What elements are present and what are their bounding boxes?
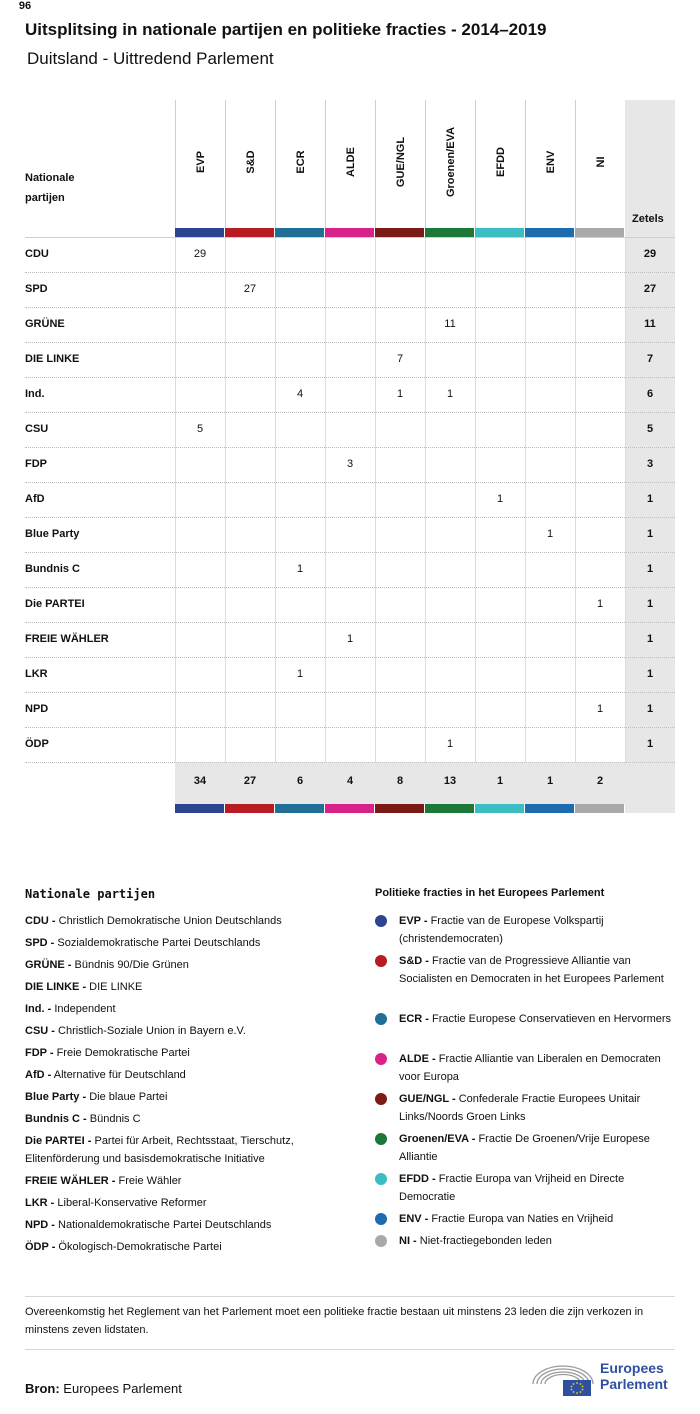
- party-fullname: Bündnis C: [86, 1113, 141, 1125]
- hemicycle-icon: [530, 1358, 596, 1396]
- party-legend-item: [25, 1194, 355, 1212]
- group-total: 4: [346, 775, 354, 787]
- party-fullname: Christlich-Soziale Union in Bayern e.V.: [54, 1025, 246, 1037]
- group-total: 1: [546, 775, 554, 787]
- row-divider: [25, 447, 675, 448]
- group-fullname: Fractie Europa van Vrijheid en Directe Democratie: [399, 1173, 625, 1203]
- group-abbr: S&D -: [399, 955, 429, 967]
- parties-column-header: [25, 168, 85, 208]
- group-total: 6: [296, 775, 304, 787]
- parties-column-header-text: Nationale partijen: [25, 172, 75, 204]
- group-column-header: [275, 100, 325, 228]
- seat-value: 29: [193, 248, 207, 260]
- row-divider: [25, 482, 675, 483]
- party-fullname: Freie Wähler: [115, 1175, 182, 1187]
- seat-total: 1: [646, 493, 654, 505]
- group-abbr: NI -: [399, 1235, 417, 1247]
- seat-total: 1: [646, 738, 654, 750]
- group-column-header: [425, 100, 475, 228]
- group-color-bar: [575, 804, 624, 813]
- group-color-dot: [375, 1013, 387, 1025]
- row-divider: [25, 762, 675, 763]
- group-fullname: Fractie Alliantie van Liberalen en Democraten voor Europa: [399, 1053, 661, 1083]
- party-fullname: Liberal-Konservative Reformer: [54, 1197, 207, 1209]
- grand-total: 96: [18, 0, 32, 12]
- group-color-dot: [375, 1213, 387, 1225]
- party-legend-item: [25, 1172, 355, 1190]
- seat-total: 1: [646, 598, 654, 610]
- seat-total: 1: [646, 528, 654, 540]
- group-legend-item: [399, 912, 674, 948]
- group-abbr: Groenen/EVA -: [399, 1133, 476, 1145]
- seat-value: 1: [396, 388, 404, 400]
- party-fullname: Nationaldemokratische Partei Deutschlands: [54, 1219, 272, 1231]
- seat-value: 1: [296, 668, 304, 680]
- group-color-bar: [225, 804, 274, 813]
- group-label: EVP: [194, 150, 207, 174]
- party-abbr: FREIE WÄHLER -: [25, 1175, 116, 1187]
- group-legend-item: [399, 1050, 674, 1086]
- group-fullname: Fractie Europese Conservatieven en Hervormers: [428, 1013, 672, 1025]
- seat-total: 29: [643, 248, 657, 260]
- party-legend-item: [25, 1000, 355, 1018]
- footnote: Overeenkomstig het Reglement van het Parlement moet een politieke fractie bestaan uit minstens 23 leden die zijn verkozen in minstens zeven lidstaten.: [25, 1306, 644, 1336]
- group-color-dot: [375, 1173, 387, 1185]
- party-legend-item: [25, 1044, 355, 1062]
- party-abbr: LKR -: [25, 1197, 55, 1209]
- seat-value: 1: [296, 563, 304, 575]
- party-legend-item: [25, 1132, 355, 1168]
- party-legend-item: [25, 1088, 355, 1106]
- row-divider: [25, 587, 675, 588]
- row-divider: [25, 552, 675, 553]
- column-divider: [525, 237, 526, 762]
- row-divider: [25, 272, 675, 273]
- party-fullname: Partei für Arbeit, Rechtsstaat, Tierschutz, Elitenförderung und basisdemokratische Initiative: [25, 1135, 294, 1165]
- party-fullname: Christlich Demokratische Union Deutschlands: [55, 915, 282, 927]
- logo-line: Europees: [600, 1360, 664, 1376]
- seat-total: 5: [646, 423, 654, 435]
- page-title: Uitsplitsing in nationale partijen en politieke fracties - 2014–2019: [25, 20, 547, 39]
- group-label: ECR: [294, 150, 307, 174]
- group-fullname: Fractie van de Progressieve Alliantie van Socialisten en Democraten in het Europees Parlement: [399, 955, 664, 985]
- group-color-dot: [375, 1235, 387, 1247]
- group-abbr: EFDD -: [399, 1173, 436, 1185]
- group-abbr: ENV -: [399, 1213, 429, 1225]
- party-name: Bundnis C: [25, 563, 80, 575]
- row-divider: [25, 412, 675, 413]
- party-abbr: Bundnis C -: [25, 1113, 87, 1125]
- party-legend-item: [25, 1110, 355, 1128]
- party-fullname: Freie Demokratische Partei: [53, 1047, 190, 1059]
- group-color-bar: [425, 228, 474, 237]
- party-name: ÖDP: [25, 738, 49, 750]
- group-color-bar: [175, 228, 224, 237]
- party-fullname: Alternative für Deutschland: [51, 1069, 186, 1081]
- column-divider: [175, 237, 176, 762]
- group-color-bar: [175, 804, 224, 813]
- seat-value: 1: [346, 633, 354, 645]
- party-fullname: Sozialdemokratische Partei Deutschlands: [54, 937, 261, 949]
- source: [25, 1381, 182, 1396]
- seat-total: 1: [646, 633, 654, 645]
- seat-value: 1: [446, 388, 454, 400]
- party-abbr: Die PARTEI -: [25, 1135, 92, 1147]
- group-legend-item: [399, 952, 674, 988]
- group-color-bar: [475, 804, 524, 813]
- party-name: DIE LINKE: [25, 353, 80, 365]
- group-legend-item: [399, 1090, 674, 1126]
- group-fullname: Fractie De Groenen/Vrije Europese Alliantie: [399, 1133, 650, 1163]
- seat-value: 5: [196, 423, 204, 435]
- party-abbr: AfD -: [25, 1069, 52, 1081]
- row-divider: [25, 237, 675, 238]
- group-label: GUE/NGL: [394, 136, 407, 188]
- seat-value: 1: [496, 493, 504, 505]
- party-name: AfD: [25, 493, 45, 505]
- group-color-bar: [325, 804, 374, 813]
- party-name: CDU: [25, 248, 49, 260]
- column-divider: [425, 237, 426, 762]
- seat-value: 27: [243, 283, 257, 295]
- divider: [25, 1349, 675, 1350]
- seat-value: 1: [596, 598, 604, 610]
- group-fullname: Fractie van de Europese Volkspartij (christendemocraten): [399, 915, 604, 945]
- group-fullname: Confederale Fractie Europees Unitair Links/Noords Groen Links: [399, 1093, 641, 1123]
- group-color-bar: [325, 228, 374, 237]
- group-color-bar: [575, 228, 624, 237]
- group-color-bar: [275, 228, 324, 237]
- group-color-dot: [375, 1093, 387, 1105]
- group-label: ALDE: [344, 147, 357, 177]
- party-abbr: SPD -: [25, 937, 55, 949]
- seat-total: 3: [646, 458, 654, 470]
- party-legend-title: Nationale partijen: [25, 887, 156, 901]
- group-abbr: ECR -: [399, 1013, 429, 1025]
- party-abbr: CDU -: [25, 915, 56, 927]
- group-column-header: [225, 100, 275, 228]
- source-value: Europees Parlement: [63, 1381, 182, 1396]
- seat-value: 1: [546, 528, 554, 540]
- party-fullname: Independent: [51, 1003, 116, 1015]
- group-fullname: Niet-fractiegebonden leden: [416, 1235, 552, 1247]
- group-column-header: [375, 100, 425, 228]
- seat-value: 3: [346, 458, 354, 470]
- group-label: Groenen/EVA: [444, 126, 457, 198]
- seat-total: 11: [644, 318, 656, 330]
- party-legend-item: [25, 1238, 355, 1256]
- group-color-dot: [375, 955, 387, 967]
- group-fullname: Fractie Europa van Naties en Vrijheid: [428, 1213, 614, 1225]
- seats-column-header: Zetels: [632, 213, 664, 225]
- seat-total: 7: [646, 353, 654, 365]
- group-column-header: [175, 100, 225, 228]
- group-color-bar: [375, 804, 424, 813]
- seat-total: 1: [646, 703, 654, 715]
- party-legend-item: [25, 978, 355, 996]
- group-legend-item: [399, 1232, 674, 1250]
- group-total: 2: [596, 775, 604, 787]
- seat-total: 1: [646, 668, 654, 680]
- row-divider: [25, 727, 675, 728]
- column-divider: [325, 237, 326, 762]
- group-label: S&D: [244, 150, 257, 174]
- party-legend-item: [25, 1022, 355, 1040]
- group-column-header: [525, 100, 575, 228]
- party-abbr: FDP -: [25, 1047, 54, 1059]
- party-name: Ind.: [25, 388, 45, 400]
- party-name: SPD: [25, 283, 48, 295]
- group-legend-item: [399, 1210, 674, 1228]
- party-fullname: DIE LINKE: [86, 981, 143, 993]
- group-total: 1: [496, 775, 504, 787]
- party-abbr: ÖDP -: [25, 1241, 56, 1253]
- party-name: Die PARTEI: [25, 598, 85, 610]
- party-name: NPD: [25, 703, 49, 715]
- group-color-bar: [475, 228, 524, 237]
- party-name: Blue Party: [25, 528, 80, 540]
- party-abbr: CSU -: [25, 1025, 55, 1037]
- party-legend-item: [25, 1066, 355, 1084]
- group-color-bar: [375, 228, 424, 237]
- seat-value: 7: [396, 353, 404, 365]
- party-abbr: Ind. -: [25, 1003, 52, 1015]
- group-label: NI: [594, 156, 607, 168]
- party-name: FREIE WÄHLER: [25, 633, 109, 645]
- logo-wordmark: [600, 1360, 668, 1392]
- group-color-bar: [225, 228, 274, 237]
- row-divider: [25, 692, 675, 693]
- column-divider: [275, 237, 276, 762]
- seat-value: 4: [296, 388, 304, 400]
- group-label: EFDD: [494, 147, 507, 177]
- party-fullname: Die blaue Partei: [86, 1091, 168, 1103]
- party-legend-item: [25, 912, 355, 930]
- group-color-bar: [275, 804, 324, 813]
- column-divider: [225, 237, 226, 762]
- group-total: 8: [396, 775, 404, 787]
- party-name: LKR: [25, 668, 48, 680]
- group-abbr: ALDE -: [399, 1053, 436, 1065]
- group-color-dot: [375, 915, 387, 927]
- seat-total: 6: [646, 388, 654, 400]
- row-divider: [25, 622, 675, 623]
- column-divider: [375, 237, 376, 762]
- party-name: CSU: [25, 423, 49, 435]
- group-color-bar: [525, 804, 574, 813]
- group-color-bar: [525, 228, 574, 237]
- party-legend-item: [25, 1216, 355, 1234]
- group-abbr: EVP -: [399, 915, 428, 927]
- row-divider: [25, 342, 675, 343]
- group-color-dot: [375, 1053, 387, 1065]
- party-name: GRÜNE: [25, 318, 65, 330]
- group-color-bar: [425, 804, 474, 813]
- seat-total: 1: [646, 563, 654, 575]
- party-name: FDP: [25, 458, 47, 470]
- group-total: 13: [443, 775, 457, 787]
- seat-value: 11: [444, 318, 456, 330]
- page-subtitle: Duitsland - Uittredend Parlement: [27, 49, 274, 68]
- party-fullname: Ökologisch-Demokratische Partei: [55, 1241, 222, 1253]
- column-divider: [575, 237, 576, 762]
- party-fullname: Bündnis 90/Die Grünen: [71, 959, 189, 971]
- source-label: Bron:: [25, 1381, 60, 1396]
- group-column-header: [475, 100, 525, 228]
- divider: [25, 1296, 675, 1297]
- group-abbr: GUE/NGL -: [399, 1093, 456, 1105]
- seat-value: 1: [596, 703, 604, 715]
- group-color-dot: [375, 1133, 387, 1145]
- group-legend-title: Politieke fracties in het Europees Parlement: [375, 887, 605, 899]
- group-column-header: [325, 100, 375, 228]
- european-parliament-logo: [530, 1358, 675, 1396]
- group-legend-item: [399, 1010, 674, 1028]
- party-abbr: DIE LINKE -: [25, 981, 87, 993]
- party-abbr: GRÜNE -: [25, 959, 72, 971]
- row-divider: [25, 377, 675, 378]
- row-divider: [25, 517, 675, 518]
- party-legend-item: [25, 956, 355, 974]
- logo-line: Parlement: [600, 1376, 668, 1392]
- group-legend-item: [399, 1170, 674, 1206]
- seat-total: 27: [643, 283, 657, 295]
- party-abbr: Blue Party -: [25, 1091, 87, 1103]
- row-divider: [25, 307, 675, 308]
- party-legend-item: [25, 934, 355, 952]
- group-total: 34: [193, 775, 207, 787]
- seat-value: 1: [446, 738, 454, 750]
- party-abbr: NPD -: [25, 1219, 55, 1231]
- group-label: ENV: [544, 150, 557, 174]
- group-legend-item: [399, 1130, 674, 1166]
- row-divider: [25, 657, 675, 658]
- group-total: 27: [243, 775, 257, 787]
- group-column-header: [575, 100, 625, 228]
